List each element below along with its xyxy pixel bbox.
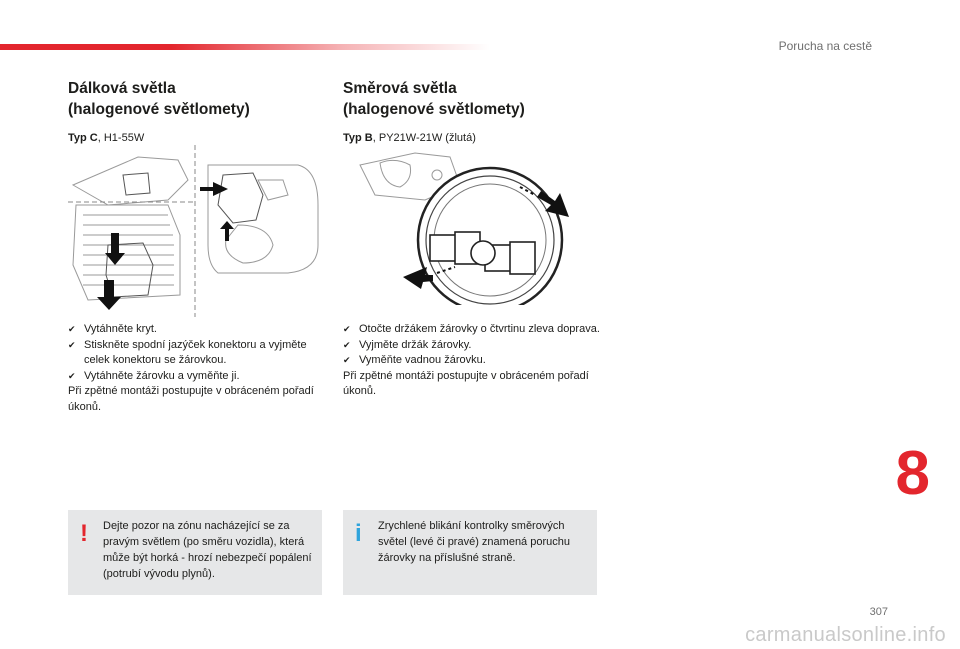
info-box: [343, 510, 597, 595]
header-accent-bar: [0, 44, 490, 50]
turn-signal-bulb-type: [343, 132, 605, 144]
high-beam-title-line2: (halogenové světlomety): [68, 101, 250, 118]
turn-signal-type-label: Typ B: [343, 132, 373, 144]
page-number: 307: [869, 606, 888, 618]
turn-signal-title-line1: Směrová světla: [343, 80, 457, 97]
check-icon: ✔: [68, 339, 76, 350]
high-beam-illustration: [68, 145, 323, 317]
chapter-number: 8: [895, 439, 930, 508]
high-beam-title-line1: Dálková světla: [68, 80, 176, 97]
step-item: [343, 338, 605, 354]
step-text: Otočte držákem žárovky o čtvrtinu zleva doprava.: [359, 323, 600, 335]
step-item: [343, 322, 605, 338]
turn-signal-section: [343, 78, 605, 144]
step-text: Vyměňte vadnou žárovku.: [359, 354, 486, 366]
high-beam-bulb-type: [68, 132, 330, 144]
check-icon: ✔: [68, 324, 76, 334]
watermark: carmanualsonline.info: [745, 624, 946, 646]
step-text: Vyjměte držák žárovky.: [359, 338, 472, 351]
turn-signal-title: [343, 78, 605, 120]
high-beam-section: [68, 78, 330, 144]
warning-icon: !: [80, 520, 88, 547]
section-title: Porucha na cestě: [778, 39, 872, 53]
step-item: [343, 353, 605, 369]
turn-signal-steps: [343, 322, 605, 400]
turn-signal-type-value: , PY21W-21W (žlutá): [372, 132, 476, 144]
check-icon: ✔: [343, 355, 351, 365]
turn-signal-title-line2: (halogenové světlomety): [343, 101, 525, 118]
warning-text: Dejte pozor na zónu nacházející se za pravým světlem (po směru vozidla), která může být horká - hrozí nebezpečí popálení (potrubí vývodu plynů).: [103, 520, 312, 580]
check-icon: ✔: [343, 324, 351, 334]
reassembly-note: Při zpětné montáži postupujte v obráceném pořadí úkonů.: [68, 385, 314, 413]
high-beam-type-label: Typ C: [68, 132, 98, 144]
high-beam-title: [68, 78, 330, 120]
step-text: Vytáhněte kryt.: [84, 323, 157, 335]
info-icon: i: [355, 520, 362, 547]
turn-signal-illustration: [355, 145, 585, 305]
high-beam-type-value: , H1-55W: [97, 132, 145, 144]
reassembly-note: Při zpětné montáži postupujte v obráceném pořadí úkonů.: [343, 369, 589, 397]
step-text: Vytáhněte žárovku a vyměňte ji.: [84, 369, 240, 382]
info-text: Zrychlené blikání kontrolky směrových světel (levé či pravé) znamená poruchu žárovky na příslušné straně.: [378, 520, 570, 564]
step-item: [68, 369, 330, 385]
step-item: [68, 322, 330, 338]
step-text: Stiskněte spodní jazýček konektoru a vyjměte celek konektoru se žárovkou.: [84, 338, 307, 366]
check-icon: ✔: [68, 370, 76, 381]
high-beam-steps: [68, 322, 330, 415]
check-icon: ✔: [343, 339, 351, 350]
warning-box: [68, 510, 322, 595]
step-item: [68, 338, 330, 369]
